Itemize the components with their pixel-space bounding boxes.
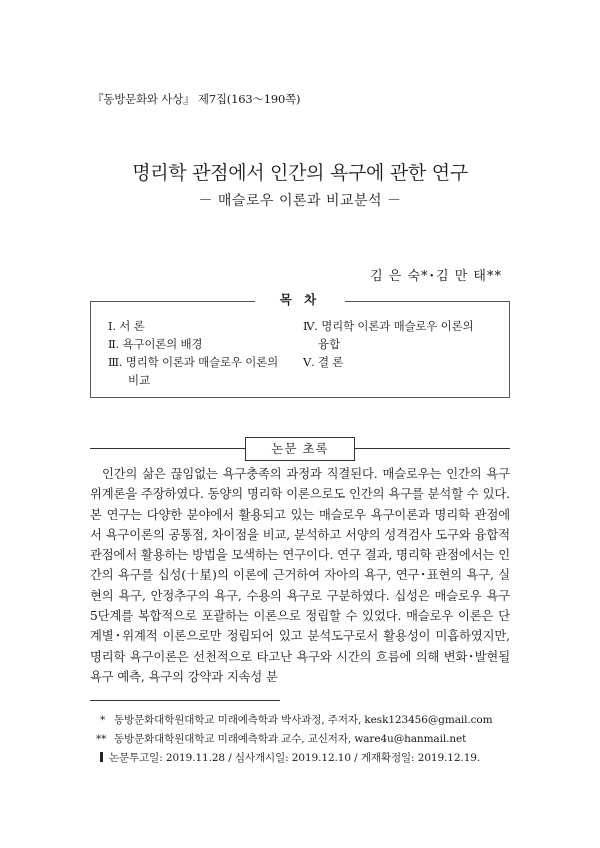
footnote-1-text: 동방문화대학원대학교 미래예측학과 박사과정, 주저자, kesk123456@gmail.com <box>114 714 493 726</box>
footnote-2 <box>96 731 466 746</box>
bar-marker-icon <box>100 752 103 762</box>
footnote-dates <box>100 750 480 765</box>
toc-item-5: Ⅴ. 결 론 <box>303 355 344 369</box>
abstract-body <box>90 464 510 687</box>
footnote-1 <box>100 712 492 727</box>
toc-item-3-continued: 비교 <box>128 373 151 387</box>
journal-citation: 『동방문화와 사상』 제7집(163～190쪽) <box>92 92 301 106</box>
toc-item-3: Ⅲ. 명리학 이론과 매슬로우 이론의 <box>108 355 278 369</box>
author-names: 김 은 숙*･김 만 태** <box>370 269 502 284</box>
footnote-1-mark: * <box>100 714 106 726</box>
abstract-paragraph: 인간의 삶은 끊임없는 욕구충족의 과정과 직결된다. 매슬로우는 인간의 욕구 위계론을 주장하였다. 동양의 명리학 이론으로도 인간의 욕구를 분석할 수 있다. 본 연구는 다양한 분야에서 활용되고 있는 매슬로우 욕구이론과 명리학 관점에서 욕구이론의 공통점, 차이점을 비교, 분석하고 서양의 성격검사 도구와 융합적 관점에서 활용하는 방법을 모색하는 연구이다. 연구 결과, 명리학 관점에서는 인간의 욕구를 십성(十星)의 이론에 근거하여 자아의 욕구, 연구･표현의 욕구, 실현의 욕구, 안정추구의 욕구, 수용의 욕구로 구분하였다. 십성은 매슬로우 욕구 5단계를 복합적으로 포괄하는 이론으로 정립할 수 있었다. 매슬로우 이론은 단계별･위계적 이론으로만 정립되어 있고 분석도구로서 활용성이 미흡하였지만, 명리학 욕구이론은 선천적으로 타고난 욕구와 시간의 흐름에 의해 변화･발현될 욕구 예측, 욕구의 강약과 지속성 분 <box>90 467 510 684</box>
footnote-2-mark: ** <box>96 733 107 745</box>
toc-item-4: Ⅳ. 명리학 이론과 매슬로우 이론의 <box>303 319 474 333</box>
submission-dates: 논문투고일: 2019.11.28 / 심사개시일: 2019.12.10 / 게재확정일: 2019.12.19. <box>109 752 481 764</box>
toc-item-2: Ⅱ. 욕구이론의 배경 <box>108 337 203 351</box>
toc-heading: 목 차 <box>255 290 345 308</box>
toc-item-4-continued: 융합 <box>318 337 341 351</box>
abstract-label: 논문 초록 <box>245 437 355 461</box>
paper-subtitle: － 매슬로우 이론과 비교분석 － <box>198 193 402 209</box>
toc-item-1: Ⅰ. 서 론 <box>108 319 145 333</box>
footnote-2-text: 동방문화대학원대학교 미래예측학과 교수, 교신저자, ware4u@hanmail.net <box>114 733 467 745</box>
footnote-rule <box>90 700 280 701</box>
paper-title: 명리학 관점에서 인간의 욕구에 관한 연구 <box>132 162 468 184</box>
